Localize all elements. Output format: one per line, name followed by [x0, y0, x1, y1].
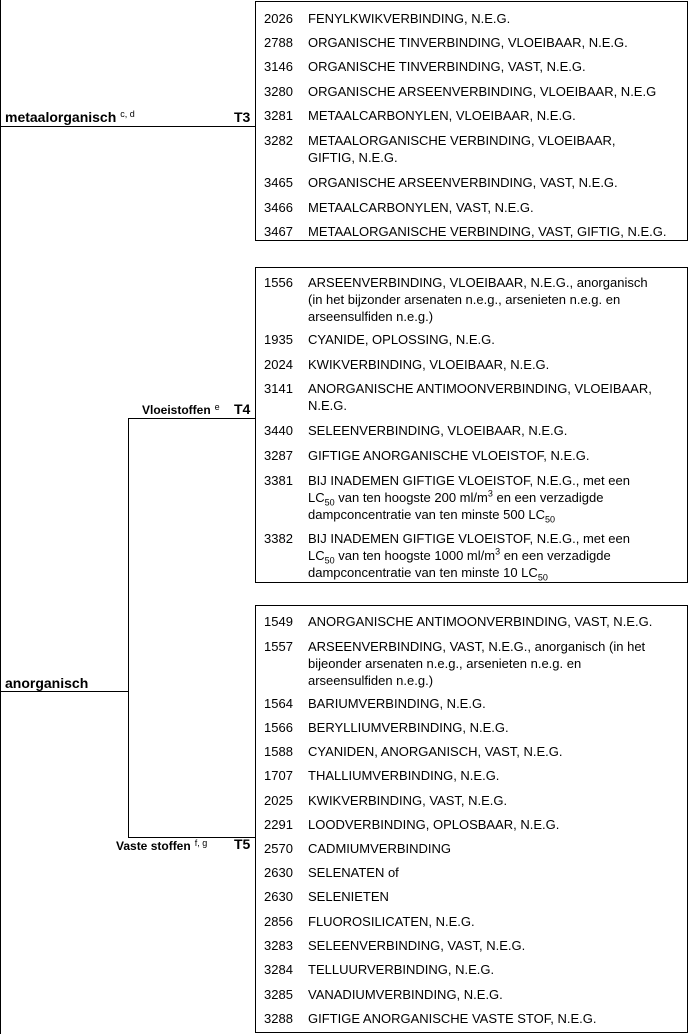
tree-trunk-line — [0, 0, 1, 1034]
entry-description — [308, 530, 685, 581]
entry-description — [308, 58, 685, 75]
description-line: ARSEENVERBINDING, VLOEIBAAR, N.E.G., anorganisch — [308, 275, 648, 290]
description-line: GIFTIG, N.E.G. — [308, 150, 398, 165]
description-line: dampconcentratie van ten minste 10 $LC_{50}$ — [308, 565, 548, 583]
un-number: 1707 — [264, 768, 293, 783]
anorganisch-split-line — [128, 418, 129, 838]
description-line: METAALORGANISCHE VERBINDING, VLOEIBAAR, — [308, 133, 616, 148]
un-number: 3285 — [264, 987, 293, 1002]
un-number: 3284 — [264, 962, 293, 977]
entry-description — [308, 223, 685, 240]
entry-description — [308, 174, 685, 191]
description-line: ANORGANISCHE ANTIMOONVERBINDING, VAST, N.E.G. — [308, 614, 653, 629]
entry-description — [308, 380, 685, 414]
description-line: SELEENVERBINDING, VAST, N.E.G. — [308, 938, 526, 953]
description-line: VANADIUMVERBINDING, N.E.G. — [308, 987, 503, 1002]
entry-description — [308, 422, 685, 439]
description-line: KWIKVERBINDING, VAST, N.E.G. — [308, 793, 508, 808]
description-line: N.E.G. — [308, 398, 348, 413]
un-number: 1935 — [264, 332, 293, 347]
entry-description — [308, 132, 685, 166]
un-number: 1566 — [264, 720, 293, 735]
un-number: 1556 — [264, 275, 293, 290]
anorganisch-label: anorganisch — [5, 675, 89, 691]
entry-description — [308, 447, 685, 464]
un-number: 2788 — [264, 35, 293, 50]
un-number: 2856 — [264, 914, 293, 929]
description-line: METAALCARBONYLEN, VAST, N.E.G. — [308, 200, 534, 215]
description-line: METAALORGANISCHE VERBINDING, VAST, GIFTIG, N.E.G. — [308, 224, 667, 239]
un-number: 2630 — [264, 889, 293, 904]
entry-description — [308, 34, 685, 51]
un-number: 3288 — [264, 1011, 293, 1026]
entry-description — [308, 472, 685, 523]
entry-description — [308, 638, 685, 689]
un-number: 3287 — [264, 448, 293, 463]
entry-description — [308, 695, 685, 712]
un-number: 3282 — [264, 133, 293, 148]
vloeistoffen-branch-line — [128, 418, 255, 419]
description-line: ORGANISCHE TINVERBINDING, VAST, N.E.G. — [308, 59, 586, 74]
entry-description — [308, 10, 685, 27]
un-number: 3281 — [264, 108, 293, 123]
un-number: 2025 — [264, 793, 293, 808]
description-line: ORGANISCHE TINVERBINDING, VLOEIBAAR, N.E.G. — [308, 35, 628, 50]
t5-entry-box — [255, 605, 688, 1033]
description-line: arseensulfiden n.e.g.) — [308, 673, 434, 688]
entry-description — [308, 356, 685, 373]
entry-description — [308, 331, 685, 348]
entry-description — [308, 913, 685, 930]
un-number: 1557 — [264, 639, 293, 654]
entry-description — [308, 792, 685, 809]
metaalorganisch-branch-line — [0, 126, 255, 127]
description-line: ORGANISCHE ARSEENVERBINDING, VAST, N.E.G. — [308, 175, 618, 190]
un-number: 3280 — [264, 84, 293, 99]
description-line: ANORGANISCHE ANTIMOONVERBINDING, VLOEIBAAR, — [308, 381, 652, 396]
description-line: SELEENVERBINDING, VLOEIBAAR, N.E.G. — [308, 423, 568, 438]
description-line: dampconcentratie van ten minste 500 $LC_{50}$ — [308, 507, 556, 525]
description-line: METAALCARBONYLEN, VLOEIBAAR, N.E.G. — [308, 108, 576, 123]
entry-description — [308, 888, 685, 905]
entry-description — [308, 864, 685, 881]
description-line: BARIUMVERBINDING, N.E.G. — [308, 696, 486, 711]
description-line: TELLUURVERBINDING, N.E.G. — [308, 962, 495, 977]
un-number: 1564 — [264, 696, 293, 711]
description-line: BIJ INADEMEN GIFTIGE VLOEISTOF, N.E.G., met een — [308, 531, 630, 546]
un-number: 3146 — [264, 59, 293, 74]
description-line: SELENIETEN — [308, 889, 389, 904]
un-number: 2630 — [264, 865, 293, 880]
un-number: 2024 — [264, 357, 293, 372]
un-number: 3141 — [264, 381, 293, 396]
entry-description — [308, 840, 685, 857]
entry-description — [308, 816, 685, 833]
un-number: 3283 — [264, 938, 293, 953]
un-number: 3465 — [264, 175, 293, 190]
t5-code: T5 — [234, 836, 251, 852]
entry-description — [308, 719, 685, 736]
un-number: 3440 — [264, 423, 293, 438]
un-number: 3381 — [264, 473, 293, 488]
t3-entry-box — [255, 1, 688, 241]
entry-description — [308, 767, 685, 784]
description-line: BIJ INADEMEN GIFTIGE VLOEISTOF, N.E.G., met een — [308, 473, 630, 488]
anorganisch-branch-line — [0, 691, 128, 692]
entry-description — [308, 199, 685, 216]
description-line: CYANIDEN, ANORGANISCH, VAST, N.E.G. — [308, 744, 563, 759]
description-line: ORGANISCHE ARSEENVERBINDING, VLOEIBAAR, N.E.G — [308, 84, 657, 99]
description-line: LOODVERBINDING, OPLOSBAAR, N.E.G. — [308, 817, 560, 832]
vloeistoffen-label: Vloeistoffen $^e$ — [142, 402, 220, 417]
entry-description — [308, 743, 685, 760]
description-line: CADMIUMVERBINDING — [308, 841, 452, 856]
entry-description — [308, 274, 685, 325]
description-line: BERYLLIUMVERBINDING, N.E.G. — [308, 720, 509, 735]
description-line: FLUOROSILICATEN, N.E.G. — [308, 914, 475, 929]
description-line: KWIKVERBINDING, VLOEIBAAR, N.E.G. — [308, 357, 550, 372]
description-line: GIFTIGE ANORGANISCHE VASTE STOF, N.E.G. — [308, 1011, 597, 1026]
entry-description — [308, 1010, 685, 1027]
description-line: arseensulfiden n.e.g.) — [308, 309, 434, 324]
description-line: CYANIDE, OPLOSSING, N.E.G. — [308, 332, 495, 347]
t4-code: T4 — [234, 401, 251, 417]
un-number: 3467 — [264, 224, 293, 239]
entry-description — [308, 937, 685, 954]
un-number: 3382 — [264, 531, 293, 546]
entry-description — [308, 613, 685, 630]
description-line: (in het bijzonder arsenaten n.e.g., arsenieten n.e.g. en — [308, 292, 621, 307]
description-line: $LC_{50}$ van ten hoogste 1000 $ml/m^3$ en een verzadigde — [308, 546, 611, 566]
t4-entry-box — [255, 267, 688, 583]
description-line: SELENATEN of — [308, 865, 399, 880]
t3-code: T3 — [234, 109, 251, 125]
entry-description — [308, 961, 685, 978]
entry-description — [308, 107, 685, 124]
description-line: FENYLKWIKVERBINDING, N.E.G. — [308, 11, 511, 26]
un-number: 2570 — [264, 841, 293, 856]
vaste-stoffen-label: Vaste stoffen $^{f, g}$ — [116, 838, 208, 853]
un-number: 3466 — [264, 200, 293, 215]
un-number: 1549 — [264, 614, 293, 629]
entry-description — [308, 83, 685, 100]
un-number: 2026 — [264, 11, 293, 26]
description-line: $LC_{50}$ van ten hoogste 200 $ml/m^3$ en een verzadigde — [308, 488, 604, 508]
description-line: GIFTIGE ANORGANISCHE VLOEISTOF, N.E.G. — [308, 448, 590, 463]
description-line: ARSEENVERBINDING, VAST, N.E.G., anorganisch (in het — [308, 639, 646, 654]
entry-description — [308, 986, 685, 1003]
description-line: THALLIUMVERBINDING, N.E.G. — [308, 768, 500, 783]
description-line: bijeonder arsenaten n.e.g., arsenieten n.e.g. en — [308, 656, 582, 671]
un-number: 2291 — [264, 817, 293, 832]
metaalorganisch-label: metaalorganisch $^{c, d}$ — [5, 109, 135, 125]
un-number: 1588 — [264, 744, 293, 759]
